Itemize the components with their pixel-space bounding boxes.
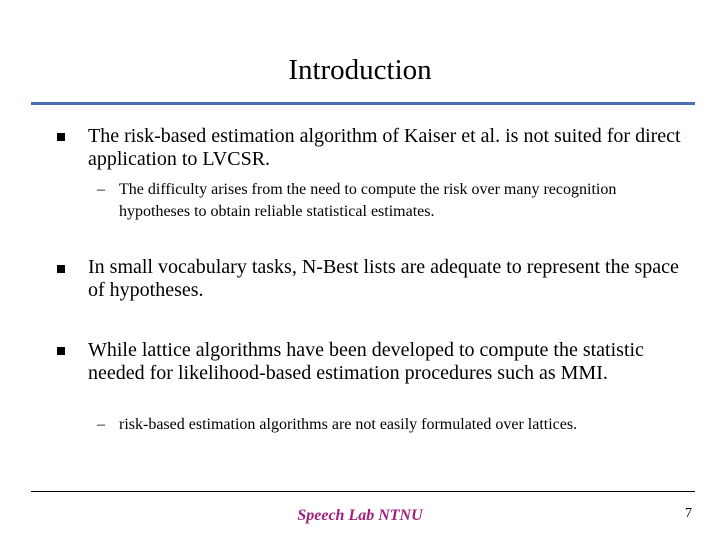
bullet-marker: [57, 265, 65, 273]
page-title: Introduction: [288, 54, 432, 86]
footer-label: Speech Lab NTNU: [297, 507, 423, 524]
sub-bullet-text: The difficulty arises from the need to compute the risk over many recognition hypotheses to obtain reliable statistical estimates.: [119, 181, 617, 220]
dash-marker: –: [97, 416, 105, 433]
bullet-text: While lattice algorithms have been developed to compute the statistic needed for likelihood-based estimation procedures such as MMI.: [88, 339, 644, 384]
bullet-text: In small vocabulary tasks, N-Best lists are adequate to represent the space of hypotheses.: [88, 256, 679, 301]
sub-bullet-text: risk-based estimation algorithms are not easily formulated over lattices.: [119, 416, 578, 433]
bullet-marker: [57, 347, 65, 355]
footer-divider: [31, 491, 695, 492]
bullet-text: The risk-based estimation algorithm of Kaiser et al. is not suited for direct application to LVCSR.: [88, 125, 681, 170]
dash-marker: –: [97, 181, 105, 198]
page-number: 7: [685, 506, 692, 521]
bullet-marker: [57, 133, 65, 141]
title-divider: [31, 102, 695, 105]
